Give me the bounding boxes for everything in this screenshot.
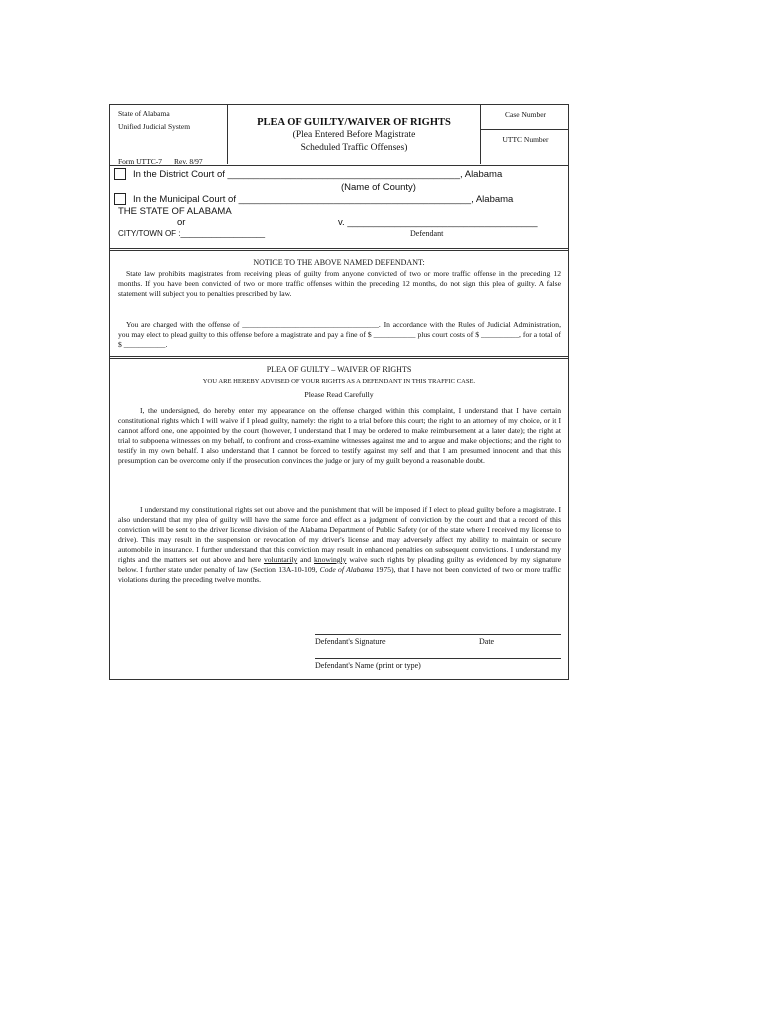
notice-section-rule-2	[110, 358, 568, 359]
rights-advisement: YOU ARE HEREBY ADVISED OF YOUR RIGHTS AS A DEFENDANT IN THIS TRAFFIC CASE.	[202, 378, 476, 385]
defendant-signature-label: Defendant's Signature	[315, 637, 386, 646]
or-label: or	[177, 217, 186, 228]
defendant-label: Defendant	[410, 229, 444, 238]
municipal-court-line: In the Municipal Court of ____________________________________________, Alabama	[133, 194, 514, 205]
case-number-divider	[480, 129, 569, 130]
plea-paragraph-1: I, the undersigned, do hereby enter my appearance on the offense charged within this complaint, I understand that I have certain constitutional rights which I will waive if I plead guilty, namely: the right to a trial before this court; the right to an attorney of my choice, or it I cannot afford one, one appointed by the court (however, I understand that I may be ordered to make reimbursement at a later date); the right at trial to subpoena witnesses on my behalf, to confront and cross-examine witnesses against me and to argue and make objections; and the right to testify in my own behalf. I also understand that I cannot be forced to testify against my self and that I am presumed innocent and that this presumption can be overcome only if the prosecution convinces the judge or jury of my guilt beyond a reasonable doubt.	[118, 406, 561, 465]
plea-paragraph-2	[118, 505, 561, 585]
form-subtitle-2: Scheduled Traffic Offenses)	[300, 143, 408, 153]
plea-paragraph-2-part-b: waive such rights by pleading guilty as evidenced by my signature below. I further state under penalty of law (Section 13A-10-109,	[118, 555, 561, 574]
notice-heading: NOTICE TO THE ABOVE NAMED DEFENDANT:	[253, 258, 425, 267]
city-town-line: CITY/TOWN OF :___________________	[118, 229, 266, 238]
plea-paragraph-2-part-c: 1975), that I have not been convicted of two or more traffic violations during the preceding twelve months.	[118, 565, 562, 584]
notice-section-rule-1	[110, 356, 568, 357]
form-id: Form UTTC-7	[118, 157, 162, 166]
system-label: Unified Judicial System	[118, 122, 191, 131]
code-of-alabama-citation: Code of Alabama	[319, 565, 374, 574]
court-section-rule-2	[110, 250, 568, 251]
defendant-name-label: Defendant's Name (print or type)	[315, 661, 421, 670]
signature-line[interactable]	[315, 634, 561, 635]
court-section-rule-1	[110, 248, 568, 249]
uttc-number-label: UTTC Number	[502, 135, 549, 144]
state-label: State of Alabama	[118, 109, 170, 118]
district-court-line: In the District Court of ____________________________________________, Alabama	[133, 169, 503, 180]
date-label: Date	[479, 637, 495, 646]
knowingly-emphasis: knowingly	[313, 555, 347, 564]
county-label: (Name of County)	[341, 182, 416, 193]
state-of-alabama: THE STATE OF ALABAMA	[118, 206, 232, 217]
form-subtitle-1: (Plea Entered Before Magistrate	[292, 130, 416, 140]
plea-paragraph-2-part-a: I understand my constitutional rights set out above and the punishment that will be imposed if I elect to plead guilty before a magistrate. I also understand that my plea of guilty will have the same force and effect as a judgment of conviction by the court and that a record of this conviction will be sent to the driver license division of the Alabama Department of Public Safety (or of the state where I received my license to drive). This may result in the suspension or revocation of my driver's license and may adversely affect my ability to maintain or secure automobile in insurance. I further understand that this conviction may result in enhanced penalties on subsequent convictions. I understand my rights and the matters set out above and here	[118, 505, 561, 564]
municipal-court-checkbox[interactable]	[114, 193, 126, 205]
notice-paragraph-2: You are charged with the offense of ____________________________________. In accordance with the Rules of Judicial Administration, you may elect to plead guilty to this offense before a magistrate and pay a fine of $ ___________ plus court costs of $ __________, for a total of $ ___________.	[118, 320, 561, 349]
notice-paragraph-1: State law prohibits magistrates from receiving pleas of guilty from anyone convicted of two or more traffic offense in the preceding 12 months. If you have been convicted of two or more traffic offenses within the preceding 12 months, do not sign this plea of guilty. A false statement will subject you to penalties prescribed by law.	[118, 269, 561, 298]
header-bottom-rule	[110, 165, 568, 166]
voluntarily-emphasis: voluntarily	[263, 555, 298, 564]
please-read-carefully: Please Read Carefully	[304, 390, 374, 399]
plea-form	[109, 104, 569, 680]
form-title: PLEA OF GUILTY/WAIVER OF RIGHTS	[257, 117, 451, 128]
versus-line: v. ____________________________________	[338, 217, 538, 228]
and-word: and	[297, 555, 314, 564]
case-number-label: Case Number	[504, 110, 547, 119]
name-line[interactable]	[315, 658, 561, 659]
plea-heading: PLEA OF GUILTY – WAIVER OF RIGHTS	[266, 365, 412, 374]
district-court-checkbox[interactable]	[114, 168, 126, 180]
form-revision: Rev. 8/97	[174, 157, 203, 166]
